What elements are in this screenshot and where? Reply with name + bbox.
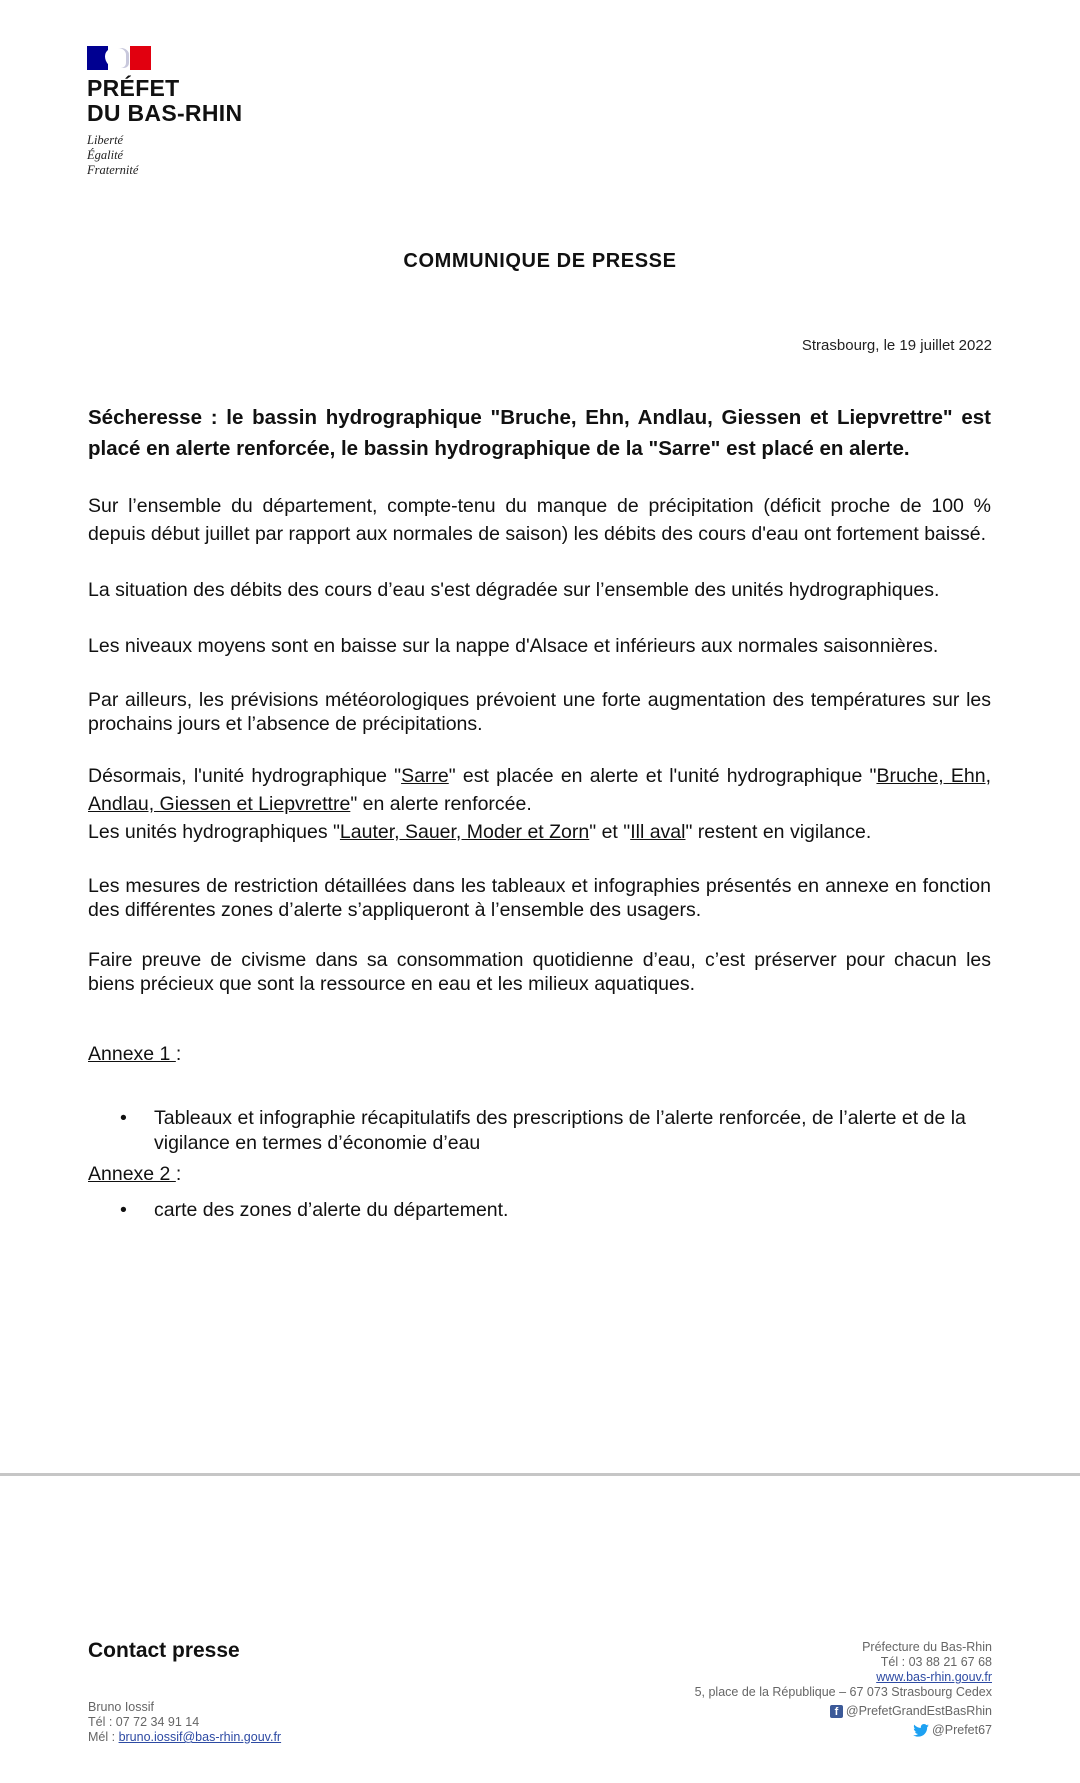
paragraph-4: Par ailleurs, les prévisions météorologiques prévoient une forte augmentation des températures sur les prochains jours et l’absence de précipitations.	[88, 689, 991, 735]
twitter-handle: @Prefet67	[932, 1723, 992, 1737]
facebook-link[interactable]	[695, 1704, 992, 1719]
annex-1-item: Tableaux et infographie récapitulatifs des prescriptions de l’alerte renforcée, de l’alerte et de la vigilance en termes d’économie d’eau	[154, 1107, 966, 1154]
annex-2-list	[88, 1198, 991, 1223]
annex-1-label: Annexe 1 :	[88, 1043, 182, 1065]
footer-divider	[0, 1473, 1080, 1476]
french-flag-icon	[87, 46, 151, 70]
p6-text-c: " restent en vigilance.	[685, 821, 872, 843]
twitter-link[interactable]	[695, 1723, 992, 1738]
headline: Sécheresse : le bassin hydrographique "Bruche, Ehn, Andlau, Giessen et Liepvrettre" est placé en alerte renforcée, le bassin hydrographique de la "Sarre" est placé en alerte.	[88, 406, 991, 460]
contact-info	[88, 1700, 281, 1745]
prefecture-logo	[87, 46, 287, 178]
p6-text-a: Les unités hydrographiques "	[88, 821, 340, 843]
unit-lauter: Lauter, Sauer, Moder et Zorn	[339, 821, 590, 843]
paragraph-8: Faire preuve de civisme dans sa consommation quotidienne d’eau, c’est préserver pour chacun les biens précieux que sont la ressource en eau et les milieux aquatiques.	[88, 949, 991, 995]
paragraph-6	[88, 818, 991, 846]
unit-bruche: Bruche, Ehn, Andlau, Giessen et Liepvrettre	[88, 765, 991, 815]
p5-text-a: Désormais, l'unité hydrographique "	[88, 765, 402, 787]
prefecture-phone: Tél : 03 88 21 67 68	[880, 1655, 992, 1669]
prefecture-info	[695, 1640, 992, 1738]
bullet-icon: •	[120, 1107, 127, 1129]
p6-text-b: " et "	[589, 821, 631, 843]
prefecture-address: 5, place de la République – 67 073 Strasbourg Cedex	[694, 1685, 992, 1699]
document-date: Strasbourg, le 19 juillet 2022	[801, 337, 992, 354]
unit-sarre: Sarre	[401, 765, 449, 787]
annex-2-label: Annexe 2 :	[88, 1163, 182, 1185]
list-item	[88, 1106, 991, 1156]
press-release-body	[88, 402, 991, 1223]
logo-title-line1: PRÉFET	[87, 75, 180, 101]
paragraph-2: La situation des débits des cours d’eau s'est dégradée sur l’ensemble des unités hydrographiques.	[88, 579, 940, 601]
annex-1-list	[88, 1106, 991, 1156]
motto-liberte: Liberté	[87, 133, 124, 147]
annex-2-item: carte des zones d’alerte du département.	[154, 1199, 509, 1221]
contact-title: Contact presse	[88, 1639, 240, 1662]
prefecture-name: Préfecture du Bas-Rhin	[862, 1640, 992, 1654]
motto-fraternite: Fraternité	[87, 163, 139, 177]
annex-2-title: Annexe 2	[88, 1163, 176, 1185]
paragraph-3: Les niveaux moyens sont en baisse sur la nappe d'Alsace et inférieurs aux normales saisonnières.	[88, 635, 939, 657]
paragraph-7: Les mesures de restriction détaillées dans les tableaux et infographies présentés en annexe en fonction des différentes zones d’alerte s’appliqueront à l’ensemble des usagers.	[88, 875, 991, 921]
bullet-icon: •	[120, 1199, 127, 1221]
contact-phone: Tél : 07 72 34 91 14	[88, 1715, 200, 1729]
p5-text-b: " est placée en alerte et l'unité hydrographique "	[448, 765, 877, 787]
annex-1-title: Annexe 1	[88, 1043, 176, 1065]
prefecture-website-link[interactable]: www.bas-rhin.gouv.fr	[876, 1670, 992, 1684]
facebook-icon: f	[830, 1705, 843, 1718]
p5-text-c: " en alerte renforcée.	[350, 793, 532, 815]
document-title: COMMUNIQUE DE PRESSE	[403, 250, 677, 272]
republic-motto	[87, 133, 287, 178]
contact-email-link[interactable]: bruno.iossif@bas-rhin.gouv.fr	[118, 1730, 282, 1744]
logo-title-line2: DU BAS-RHIN	[87, 100, 243, 126]
facebook-handle: @PrefetGrandEstBasRhin	[845, 1704, 992, 1718]
contact-name: Bruno Iossif	[88, 1700, 155, 1714]
paragraph-1: Sur l’ensemble du département, compte-tenu du manque de précipitation (déficit proche de 100 % depuis début juillet par rapport aux normales de saison) les débits des cours d'eau ont fortement baissé.	[88, 495, 991, 545]
list-item	[88, 1198, 991, 1223]
motto-egalite: Égalité	[87, 148, 124, 162]
marianne-icon	[105, 48, 129, 68]
unit-ill-aval: Ill aval	[630, 821, 686, 843]
contact-mail-line: Mél : bruno.iossif@bas-rhin.gouv.fr	[88, 1730, 282, 1744]
paragraph-5	[88, 762, 991, 818]
twitter-icon	[913, 1724, 929, 1737]
